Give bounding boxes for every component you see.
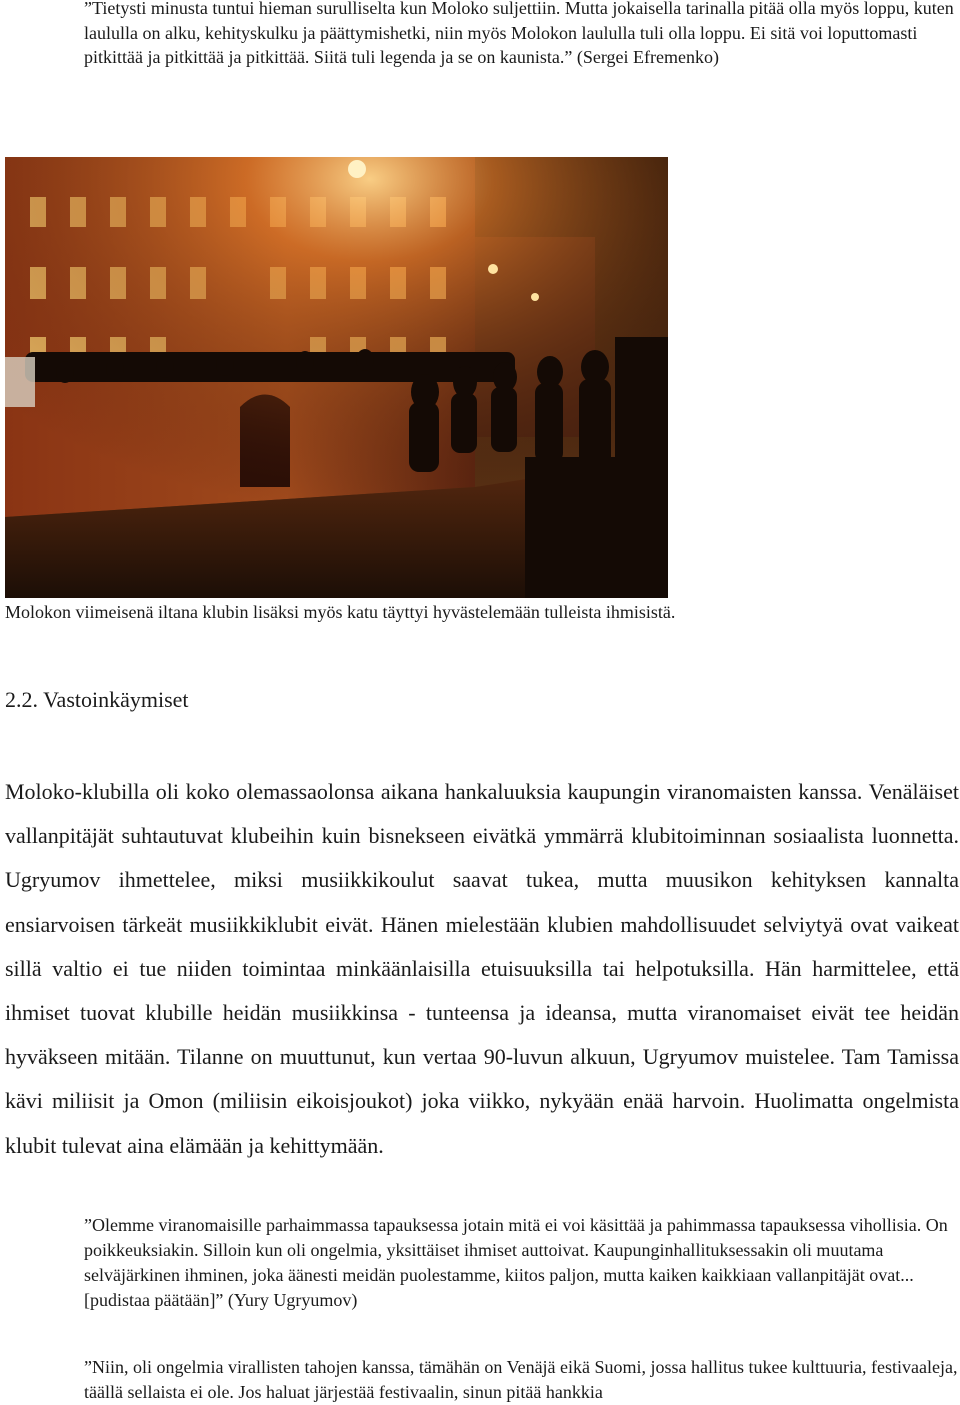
ugryumov-quote: ”Olemme viranomaisille parhaimmassa tapauksessa jotain mitä ei voi käsittää ja pahimmassa tapauksessa vihollisia. On poikkeuksiakin. Silloin kun oli ongelmia, yksittäiset ihmiset auttoivat. Kaupunginhallituksessakin oli muutama selväjärkinen ihminen, joka äänesti meidän puolestamme, kiitos paljon, mutta kaiken kaikkiaan vallanpitäjät ovat...[pudistaa päätään]” (Yury Ugryumov)	[84, 1215, 948, 1310]
section-heading: 2.2. Vastoinkäymiset	[5, 687, 189, 712]
photo-caption: Molokon viimeisenä iltana klubin lisäksi myös katu täyttyi hyvästelemään tulleista ihmisistä.	[5, 602, 676, 622]
closing-quote: ”Niin, oli ongelmia virallisten tahojen kanssa, tämähän on Venäjä eikä Suomi, jossa hallitus tukee kulttuuria, festivaaleja, täällä sellaista ei ole. Jos haluat järjestää festivaalin, sinun pitää hankkia	[84, 1357, 958, 1402]
night-street-crowd-photo	[5, 157, 668, 598]
photo-parked-car	[5, 357, 35, 407]
body-paragraph: Moloko-klubilla oli koko olemassaolonsa aikana hankaluuksia kaupungin viranomaisten kanssa. Venäläiset vallanpitäjät suhtautuvat klubeihin kuin bisnekseen eivätkä ymmärrä klubitoiminnan sosiaalista luonnetta. Ugryumov ihmettelee, miksi musiikkikoulut saavat tukea, mutta muusikon kehityksen kannalta ensiarvoisen tärkeät musiikkiklubit eivät. Hänen mielestään klubien mahdollisuudet selviytyä ovat vaikeat sillä valtio ei tue niiden toimintaa minkäänlaisilla etuisuuksilla tai helpotuksilla. Hän harmittelee, että ihmiset tuovat klubille heidän musiikkinsa - tunteensa ja ideansa, mutta viranomaiset eivät tee heidän hyväkseen mitään. Tilanne on muuttunut, kun vertaa 90-luvun alkuun, Ugryumov muistelee. Tam Tamissa kävi miliisit ja Omon (miliisin eikoisjoukot) joka viikko, nykyään enää harvoin. Huolimatta ongelmista klubit tulevat aina elämään ja kehittymään.	[5, 779, 959, 1158]
opening-quote: ”Tietysti minusta tuntui hieman surulliselta kun Moloko suljettiin. Mutta jokaisella tarinalla pitää olla myös loppu, kuten laululla on alku, kehityskulku ja päättymishetki, niin myös Molokon laululla tuli olla loppu. Ei sitä voi loputtomasti pitkittää ja pitkittää ja pitkittää. Siitä tuli legenda ja se on kaunista.” (Sergei Efremenko)	[84, 0, 954, 67]
photo-street-lamp	[348, 160, 366, 178]
